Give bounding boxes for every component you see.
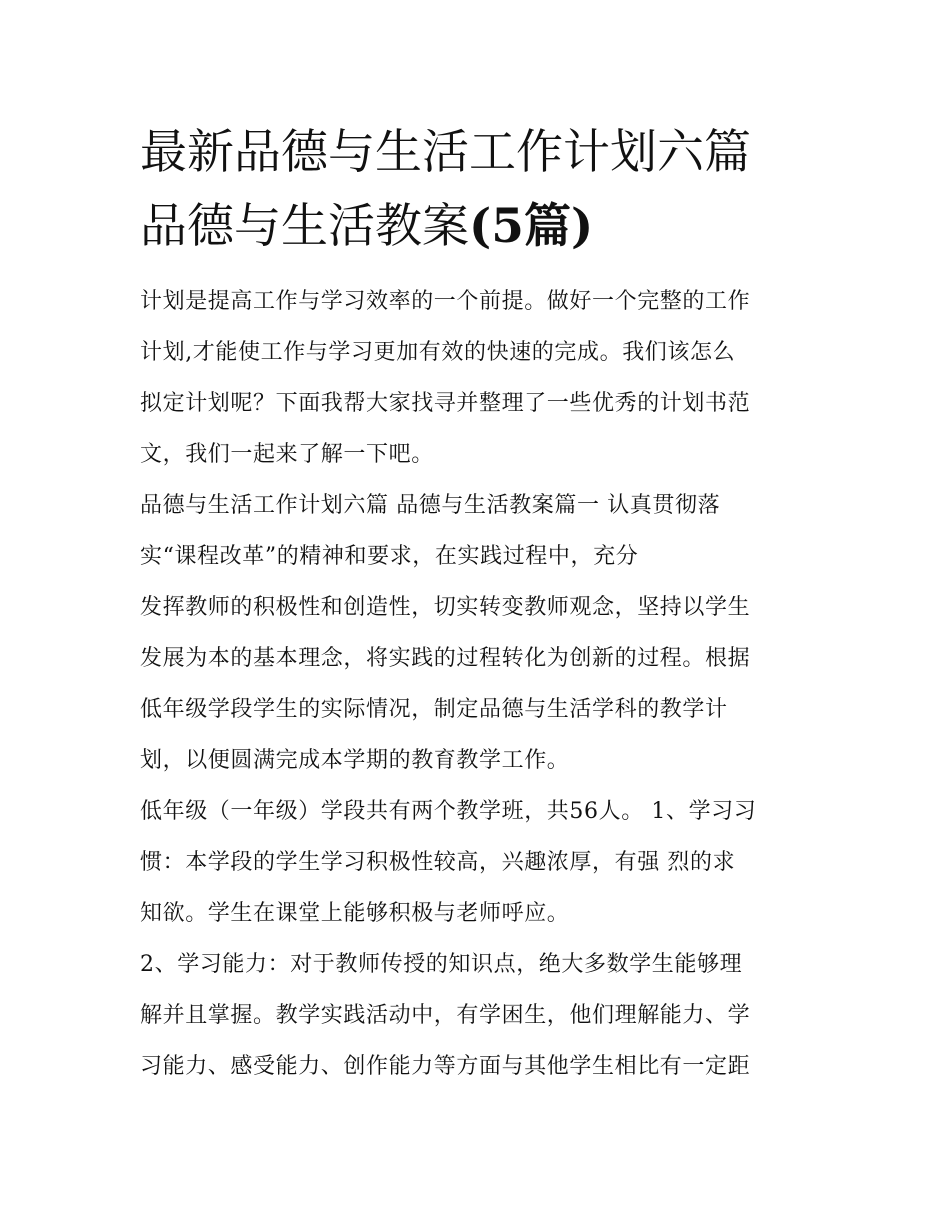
body-line: 知欲。学生在课堂上能够积极与老师呼应。 bbox=[140, 901, 570, 926]
body-line: 低年级学段学生的实际情况，制定品德与生活学科的教学计 bbox=[140, 697, 728, 722]
body-line: 计划,才能使工作与学习更加有效的快速的完成。我们该怎么 bbox=[140, 340, 736, 365]
body-line: 解并且掌握。教学实践活动中，有学困生，他们理解能力、学 bbox=[140, 1003, 751, 1028]
body-line: 惯：本学段的学生学习积极性较高，兴趣浓厚，有强 烈的求 bbox=[140, 850, 736, 875]
body-line: 发挥教师的积极性和创造性，切实转变教师观念，坚持以学生 bbox=[140, 595, 751, 620]
document-body bbox=[140, 276, 820, 1092]
body-line: 拟定计划呢？下面我帮大家找寻并整理了一些优秀的计划书范 bbox=[140, 391, 751, 416]
body-line: 发展为本的基本理念，将实践的过程转化为创新的过程。根据 bbox=[140, 646, 751, 671]
body-line: 文，我们一起来了解一下吧。 bbox=[140, 442, 434, 467]
title-line-1: 最新品德与生活工作计划六篇 bbox=[140, 125, 751, 180]
body-line: 习能力、感受能力、创作能力等方面与其他学生相比有一定距 bbox=[140, 1054, 751, 1079]
body-line: 低年级（一年级）学段共有两个教学班，共56人。 1、学习习 bbox=[140, 799, 757, 824]
title-line-2: 品德与生活教案(5篇) bbox=[140, 199, 594, 254]
document-title bbox=[140, 116, 820, 264]
body-line: 划，以便圆满完成本学期的教育教学工作。 bbox=[140, 748, 570, 773]
title-count: (5篇) bbox=[469, 199, 594, 254]
body-line: 2、学习能力：对于教师传授的知识点，绝大多数学生能够理 bbox=[140, 952, 743, 977]
body-line: 计划是提高工作与学习效率的一个前提。做好一个完整的工作 bbox=[140, 289, 751, 314]
body-line: 实“课程改革”的精神和要求，在实践过程中，充分 bbox=[140, 544, 639, 569]
body-line: 品德与生活工作计划六篇 品德与生活教案篇一 认真贯彻落 bbox=[140, 493, 721, 518]
